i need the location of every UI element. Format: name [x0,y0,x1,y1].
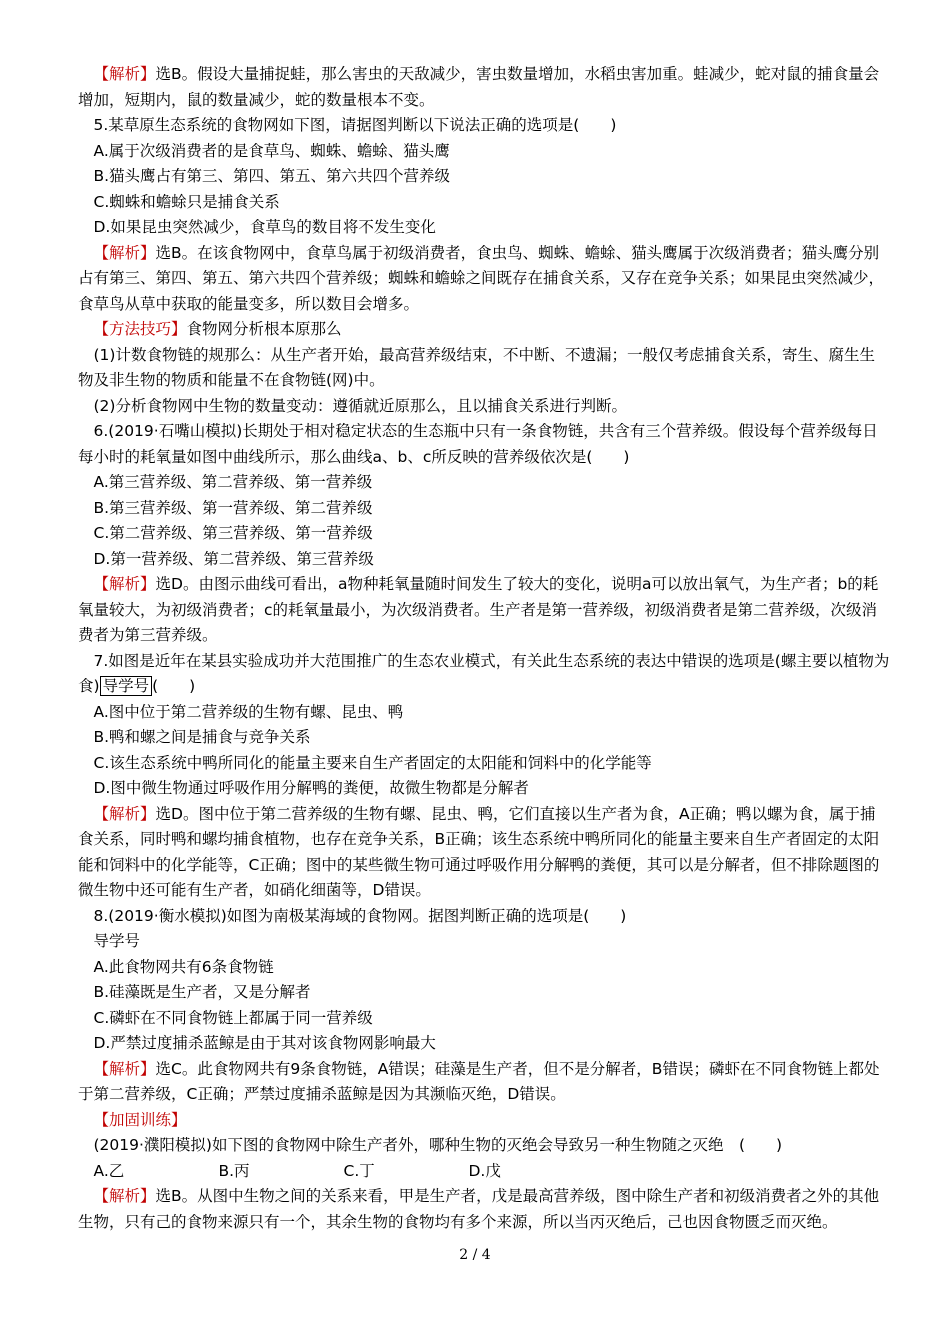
q8-guide-number: 导学号 [93,932,141,950]
q8-analysis: 【解析】选C。此食物网共有9条食物链，A错误；硅藻是生产者，但不是分解者，B错误；磷虾在不同食物链上都处于第二营养级，C正确；严禁过度捕杀蓝鲸是因为其濒临灭绝，D错误。 [78,1059,880,1103]
q8-option-a: A.此食物网共有6条食物链 [93,957,274,976]
q6-option-b: B.第三营养级、第一营养级、第二营养级 [93,498,373,517]
q5-option-a: A.属于次级消费者的是食草鸟、蜘蛛、蟾蜍、猫头鹰 [93,141,450,160]
reinforce-choice-b: B.丙 [218,1161,250,1180]
q7-option-c: C.该生态系统中鸭所同化的能量主要来自生产者固定的太阳能和饲料中的化学能等 [93,753,652,772]
analysis-tag: 【解析】 [93,1187,156,1205]
analysis-tag: 【解析】 [93,1059,156,1078]
reinforce-choice-a: A.乙 [93,1161,125,1180]
analysis-tag: 【解析】 [93,65,156,83]
q4-analysis: 【解析】选B。假设大量捕捉蛙，那么害虫的天敌减少，害虫数量增加，水稻虫害加重。蛙减少，蛇对鼠的捕食量会增加，短期内，鼠的数量减少，蛇的数量根本不变。 [78,65,880,109]
q8-option-c: C.磷虾在不同食物链上都属于同一营养级 [93,1008,373,1027]
analysis-tag: 【解析】 [93,575,156,593]
q8-stem: 8.(2019·衡水模拟)如图为南极某海域的食物网。据图判断正确的选项是( ) [93,906,627,925]
q6-stem: 6.(2019·石嘴山模拟)长期处于相对稳定状态的生态瓶中只有一条食物链，共含有三个营养级。假设每个营养级每日每小时的耗氧量如图中曲线所示，那么曲线a、b、c所反映的营养级依次是( ) [78,422,878,466]
q6-option-c: C.第二营养级、第三营养级、第一营养级 [93,524,373,542]
guide-number-box: 导学号 [100,676,153,696]
page-number: 2 / 4 [459,1247,491,1263]
q8-option-b: B.硅藻既是生产者，又是分解者 [93,983,311,1001]
q5-option-d: D.如果昆虫突然减少，食草鸟的数目将不发生变化 [93,218,436,236]
reinforce-choice-d: D.戊 [468,1161,501,1180]
method-rule-1: (1)计数食物链的规那么：从生产者开始，最高营养级结束，不中断、不遗漏；一般仅考虑捕食关系，寄生、腐生生物及非生物的物质和能量不在食物链(网)中。 [78,345,875,389]
q6-analysis: 【解析】选D。由图示曲线可看出，a物种耗氧量随时间发生了较大的变化，说明a可以放出氧气，为生产者；b的耗氧量较大，为初级消费者；c的耗氧量最小，为次级消费者。生产者是第一营养级，初级消费者是第二营养级，次级消费者为第三营养级。 [78,575,879,644]
method-heading: 【方法技巧】食物网分析根本原那么 [93,320,342,338]
q5-option-c: C.蜘蛛和蟾蜍只是捕食关系 [93,192,280,211]
analysis-tag: 【解析】 [93,243,156,262]
q5-stem: 5.某草原生态系统的食物网如下图，请据图判断以下说法正确的选项是( ) [93,116,617,134]
document-page [78,62,890,1235]
q8-option-d: D.严禁过度捕杀蓝鲸是由于其对该食物网影响最大 [93,1034,436,1052]
q7-option-d: D.图中微生物通过呼吸作用分解鸭的粪便，故微生物都是分解者 [93,779,529,797]
reinforce-choices [78,1159,890,1185]
method-tag: 【方法技巧】 [93,320,187,338]
q7-option-a: A.图中位于第二营养级的生物有螺、昆虫、鸭 [93,702,404,721]
q5-analysis: 【解析】选B。在该食物网中，食草鸟属于初级消费者，食虫鸟、蜘蛛、蟾蜍、猫头鹰属于次级消费者；猫头鹰分别占有第三、第四、第五、第六共四个营养级；蜘蛛和蟾蜍之间既存在捕食关系，又存在竞争关系；如果昆虫突然减少，食草鸟从草中获取的能量变多，所以数目会增多。 [78,243,885,313]
q6-option-a: A.第三营养级、第二营养级、第一营养级 [93,473,373,491]
q7-option-b: B.鸭和螺之间是捕食与竞争关系 [93,728,311,746]
q6-option-d: D.第一营养级、第二营养级、第三营养级 [93,549,374,568]
reinforce-analysis: 【解析】选B。从图中生物之间的关系来看，甲是生产者，戊是最高营养级，图中除生产者和初级消费者之外的其他生物，只有己的食物来源只有一个，其余生物的食物均有多个来源，所以当丙灭绝后，己也因食物匮乏而灭绝。 [78,1187,880,1231]
reinforce-tag: 【加固训练】 [93,1110,187,1129]
reinforce-choice-c: C.丁 [343,1161,375,1180]
q7-analysis: 【解析】选D。图中位于第二营养级的生物有螺、昆虫、鸭，它们直接以生产者为食，A正确；鸭以螺为食，属于捕食关系，同时鸭和螺均捕食植物，也存在竞争关系，B正确；该生态系统中鸭所同化的能量主要来自生产者固定的太阳能和饲料中的化学能等，C正确；图中的某些微生物可通过呼吸作用分解鸭的粪便，其可以是分解者，但不排除题图的微生物中还可能有生产者，如硝化细菌等，D错误。 [78,804,880,899]
q7-stem: 7.如图是近年在某县实验成功并大范围推广的生态农业模式，有关此生态系统的表达中错误的选项是(螺主要以植物为食) 导学号 ( ) [78,651,890,695]
q5-option-b: B.猫头鹰占有第三、第四、第五、第六共四个营养级 [93,167,451,185]
reinforce-heading [78,1108,890,1134]
reinforce-stem: (2019·濮阳模拟)如下图的食物网中除生产者外，哪种生物的灭绝会导致另一种生物随之灭绝 ( ) [93,1136,783,1154]
analysis-tag: 【解析】 [93,804,156,823]
method-rule-2: (2)分析食物网中生物的数量变动：遵循就近原那么，且以捕食关系进行判断。 [93,396,627,415]
